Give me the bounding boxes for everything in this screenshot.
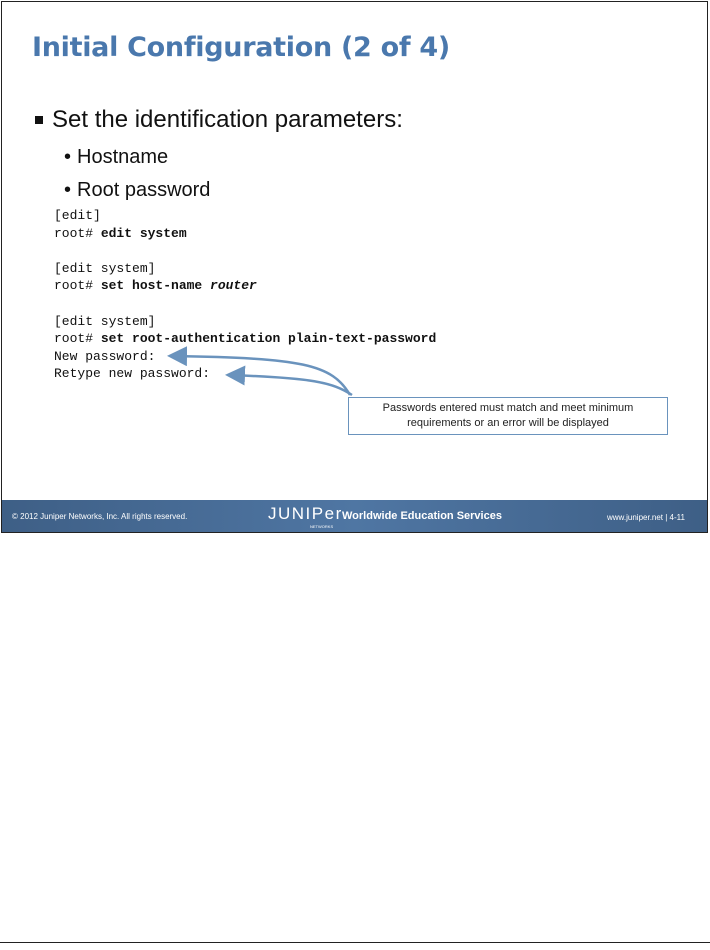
code-segment: set root-authentication plain-text-password [100,331,437,347]
main-bullet-text: Set the identification parameters: [52,106,403,133]
dot-bullet-icon: • [64,146,72,168]
juniper-logo [268,504,343,529]
code-segment: edit system [100,225,187,241]
sub-bullet-root-password: • Root password [64,179,211,201]
code-segment: New password: [54,348,156,364]
code-segment: root# [54,278,101,294]
callout-line-2: requirements or an error will be displayed [407,417,609,429]
code-segment: [edit] [54,208,101,223]
page-url: www.juniper.net | 4-11 [607,513,685,522]
slide-footer [2,500,707,532]
code-segment: [edit system] [54,313,156,329]
sub-bullet-hostname: • Hostname [64,146,169,168]
password-callout [348,397,668,435]
logo-text: JUNIPer [268,504,343,523]
copyright-text: © 2012 Juniper Networks, Inc. All rights reserved. [12,512,188,521]
code-segment: root# [54,225,101,241]
code-segment: Retype new password: [54,366,211,382]
education-services-text: Worldwide Education Services [342,510,502,522]
logo-subtext: NETWORKS [310,524,334,529]
code-segment: [edit system] [54,260,156,276]
slide-title: Initial Configuration (2 of 4) [32,32,450,63]
slide [1,1,708,533]
callout-line-1: Passwords entered must match and meet minimum [382,402,634,414]
code-segment: root# [54,331,101,347]
code-segment: router [210,278,257,294]
page-bottom-rule [0,942,710,943]
callout-arrows [2,2,707,532]
code-segment: set host-name [100,278,211,294]
dot-bullet-icon: • [64,179,72,201]
